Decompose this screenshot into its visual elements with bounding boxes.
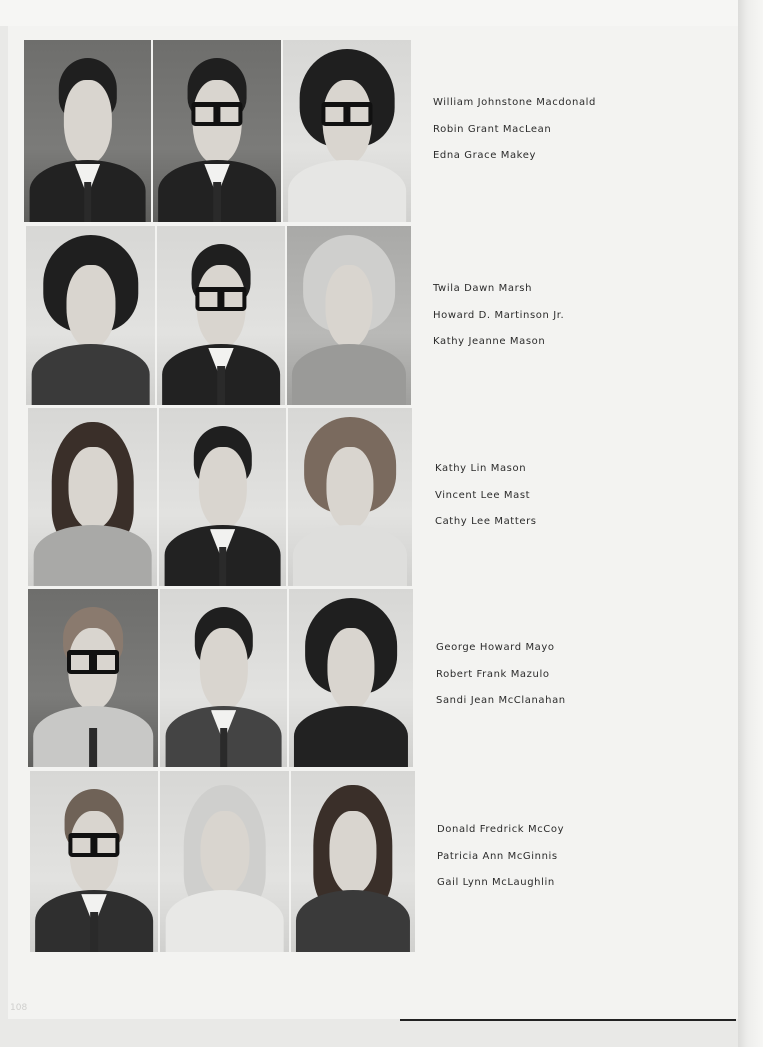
portrait-photo <box>30 771 158 952</box>
portrait-photo <box>26 226 155 405</box>
portrait-photo <box>289 589 413 767</box>
student-name: Robin Grant MacLean <box>433 123 552 135</box>
portrait-photo <box>288 408 412 586</box>
student-name: Kathy Jeanne Mason <box>433 336 546 347</box>
portrait-photo <box>160 771 289 952</box>
name-list <box>437 817 564 897</box>
bottom-rule <box>400 1019 736 1021</box>
name-list <box>435 456 537 536</box>
student-name: Patricia Ann McGinnis <box>437 850 558 862</box>
portrait-photo <box>24 40 151 222</box>
student-name: Vincent Lee Mast <box>435 489 531 501</box>
top-margin <box>0 0 763 26</box>
student-name: Cathy Lee Matters <box>435 516 537 527</box>
portrait-photo <box>160 589 287 767</box>
name-list <box>433 276 564 356</box>
portrait-photo <box>28 408 157 586</box>
name-list <box>433 90 596 170</box>
page-edge <box>738 0 763 1047</box>
portrait-photo <box>291 771 415 952</box>
student-name: William Johnstone Macdonald <box>433 97 597 108</box>
name-list <box>436 635 566 715</box>
student-name: Donald Fredrick McCoy <box>437 824 565 835</box>
student-name: Kathy Lin Mason <box>435 463 527 474</box>
page-number: 108 <box>10 1003 28 1013</box>
student-name: Twila Dawn Marsh <box>433 283 533 294</box>
student-name: Edna Grace Makey <box>433 150 536 161</box>
portrait-photo <box>28 589 158 767</box>
student-name: George Howard Mayo <box>436 642 555 653</box>
portrait-photo <box>287 226 411 405</box>
portrait-photo <box>153 40 281 222</box>
student-name: Howard D. Martinson Jr. <box>433 309 565 321</box>
portrait-photo <box>159 408 286 586</box>
portrait-photo <box>157 226 285 405</box>
student-name: Robert Frank Mazulo <box>436 668 550 680</box>
student-name: Sandi Jean McClanahan <box>436 695 566 706</box>
student-name: Gail Lynn McLaughlin <box>437 877 555 888</box>
portrait-photo <box>283 40 411 222</box>
